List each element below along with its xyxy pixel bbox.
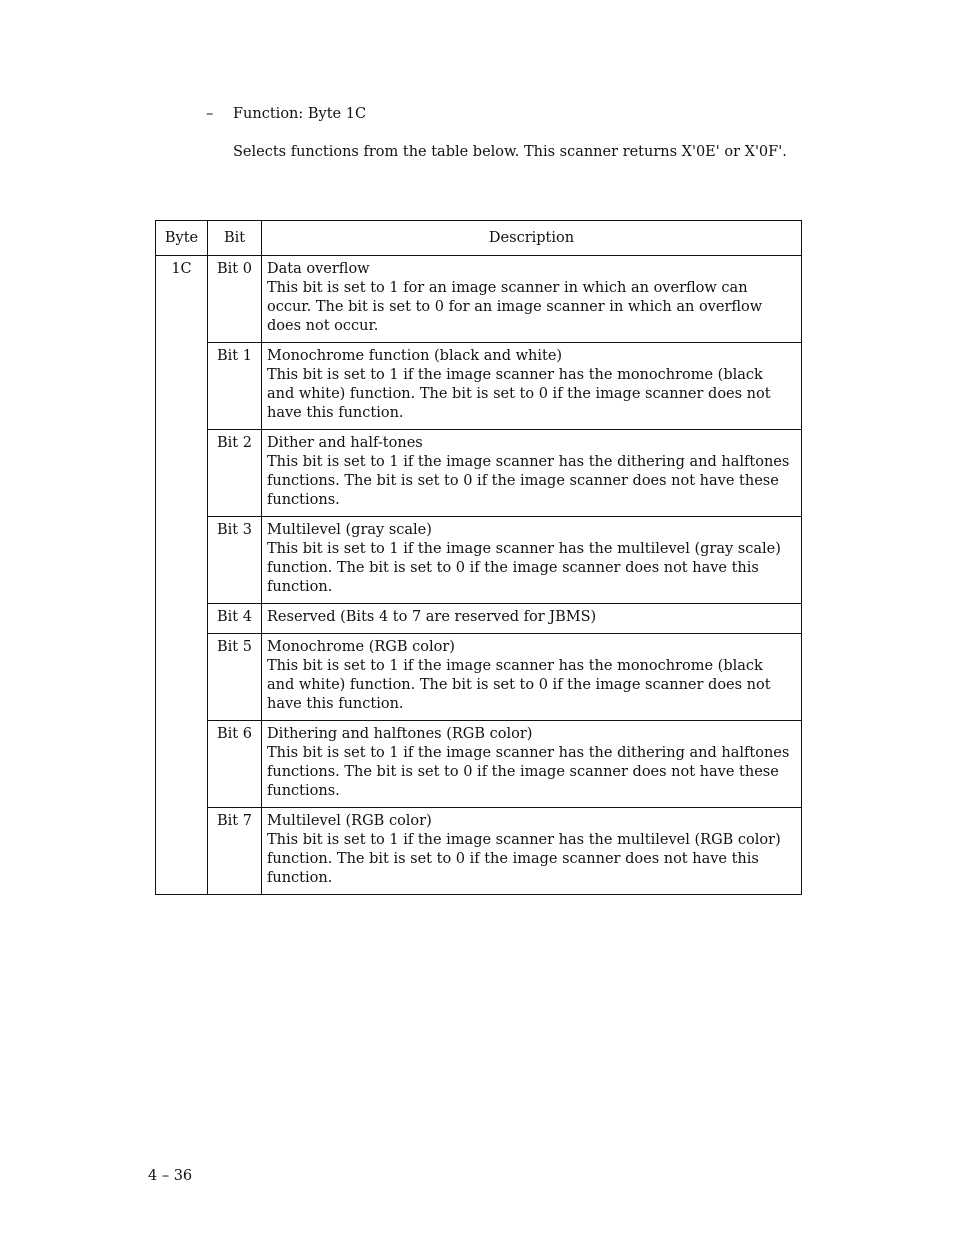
section-heading	[206, 104, 366, 124]
header-bit: Bit	[208, 221, 262, 256]
table-row	[156, 517, 802, 604]
description-body: This bit is set to 1 if the image scanner has the monochrome (black and white) function. The bit is set to 0 if the image scanner does not have this function.	[267, 658, 771, 712]
description-cell	[262, 634, 802, 721]
description-cell	[262, 721, 802, 808]
bit-cell	[208, 430, 262, 517]
header-description: Description	[262, 221, 802, 256]
page-number: 4 – 36	[148, 1168, 193, 1184]
description-cell	[262, 430, 802, 517]
bit-label: Bit 6	[217, 726, 252, 742]
table-header-row	[156, 221, 802, 256]
bit-label: Bit 2	[217, 435, 252, 451]
bit-cell	[208, 808, 262, 895]
description-body: This bit is set to 1 if the image scanner has the dithering and halftones functions. The bit is set to 0 if the image scanner does not have these functions.	[267, 745, 790, 799]
description-title: Multilevel (RGB color)	[267, 813, 432, 829]
description-title: Reserved (Bits 4 to 7 are reserved for JBMS)	[267, 609, 597, 625]
description-title: Multilevel (gray scale)	[267, 522, 432, 538]
description-body: This bit is set to 1 if the image scanner has the dithering and halftones functions. The bit is set to 0 if the image scanner does not have these functions.	[267, 454, 790, 508]
description-title: Monochrome (RGB color)	[267, 639, 455, 655]
bit-cell	[208, 256, 262, 343]
heading-text: Function: Byte 1C	[233, 106, 367, 122]
header-byte: Byte	[156, 221, 208, 256]
bit-cell	[208, 343, 262, 430]
description-title: Dither and half-tones	[267, 435, 423, 451]
description-body: This bit is set to 1 if the image scanner has the monochrome (black and white) function. The bit is set to 0 if the image scanner does not have this function.	[267, 367, 771, 421]
bit-label: Bit 3	[217, 522, 252, 538]
bit-label: Bit 1	[217, 348, 252, 364]
bit-cell	[208, 721, 262, 808]
description-body: This bit is set to 1 for an image scanner in which an overflow can occur. The bit is set to 0 for an image scanner in which an overflow does not occur.	[267, 280, 763, 334]
table-row	[156, 634, 802, 721]
description-cell	[262, 343, 802, 430]
bit-cell	[208, 517, 262, 604]
function-table	[155, 220, 802, 895]
description-cell	[262, 808, 802, 895]
bit-label: Bit 7	[217, 813, 252, 829]
description-cell	[262, 604, 802, 634]
description-title: Data overflow	[267, 261, 370, 277]
description-title: Dithering and halftones (RGB color)	[267, 726, 533, 742]
description-cell	[262, 517, 802, 604]
byte-cell	[156, 256, 208, 895]
bit-cell	[208, 634, 262, 721]
byte-value: 1C	[171, 261, 192, 277]
table-row	[156, 430, 802, 517]
table-row	[156, 808, 802, 895]
list-dash: –	[206, 106, 214, 122]
description-title: Monochrome function (black and white)	[267, 348, 563, 364]
bit-label: Bit 0	[217, 261, 252, 277]
bit-label: Bit 4	[217, 609, 252, 625]
table-row	[156, 721, 802, 808]
description-body: This bit is set to 1 if the image scanner has the multilevel (gray scale) function. The bit is set to 0 if the image scanner does not have this function.	[267, 541, 781, 595]
intro-paragraph: Selects functions from the table below. This scanner returns X'0E' or X'0F'.	[233, 144, 787, 160]
description-body: This bit is set to 1 if the image scanner has the multilevel (RGB color) function. The bit is set to 0 if the image scanner does not have this function.	[267, 832, 781, 886]
table-row	[156, 256, 802, 343]
description-cell	[262, 256, 802, 343]
bit-cell	[208, 604, 262, 634]
table-row	[156, 343, 802, 430]
table-row	[156, 604, 802, 634]
bit-label: Bit 5	[217, 639, 252, 655]
